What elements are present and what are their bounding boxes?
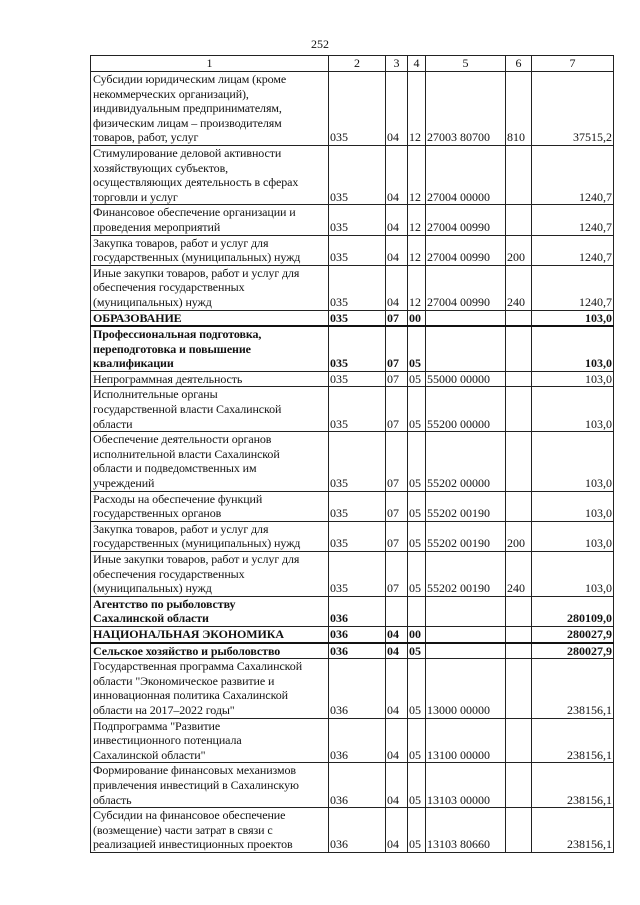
header-cell: 4 (408, 56, 426, 72)
row-target-article: 55202 00190 (426, 491, 506, 521)
header-cell: 5 (426, 56, 506, 72)
row-name-cell: Субсидии юридическим лицам (кроме некоммерческих организаций), индивидуальным предпринимателям, физическим лицам – производителям товаров, работ, услуг (91, 72, 329, 146)
row-name-cell: Стимулирование деловой активности хозяйствующих субъектов, осуществляющих деятельность в сферах торговли и услуг (91, 145, 329, 204)
table-row (91, 371, 614, 387)
row-amount: 103,0 (532, 521, 614, 551)
row-ministry-code: 035 (329, 387, 386, 432)
row-subsection-code: 05 (408, 387, 426, 432)
row-expense-type (506, 371, 532, 387)
row-section-code: 07 (386, 371, 408, 387)
row-subsection-code: 05 (408, 432, 426, 491)
row-subsection-code: 05 (408, 521, 426, 551)
row-target-article: 55200 00000 (426, 387, 506, 432)
row-amount: 1240,7 (532, 235, 614, 265)
row-expense-type: 200 (506, 521, 532, 551)
row-ministry-code: 035 (329, 235, 386, 265)
row-section-code: 07 (386, 521, 408, 551)
row-subsection-code: 00 (408, 310, 426, 326)
row-section-code: 04 (386, 235, 408, 265)
row-amount: 238156,1 (532, 808, 614, 853)
row-section-code: 04 (386, 205, 408, 235)
row-expense-type (506, 491, 532, 521)
row-expense-type (506, 387, 532, 432)
row-target-article (426, 310, 506, 326)
row-subsection-code (408, 596, 426, 626)
table-row (91, 521, 614, 551)
row-section-code: 07 (386, 552, 408, 597)
table-row (91, 326, 614, 371)
row-section-code: 04 (386, 808, 408, 853)
row-section-code: 04 (386, 265, 408, 310)
row-amount: 238156,1 (532, 718, 614, 763)
header-cell: 1 (91, 56, 329, 72)
row-name-cell: Агентство по рыболовству Сахалинской области (91, 596, 329, 626)
row-name-cell: Обеспечение деятельности органов исполнительной власти Сахалинской области и подведомственных им учреждений (91, 432, 329, 491)
row-target-article: 55202 00190 (426, 521, 506, 551)
row-ministry-code: 035 (329, 145, 386, 204)
row-target-article (426, 596, 506, 626)
table-row (91, 718, 614, 763)
row-target-article: 13103 00000 (426, 763, 506, 808)
row-name-cell: Сельское хозяйство и рыболовство (91, 643, 329, 659)
row-expense-type (506, 659, 532, 718)
header-cell: 7 (532, 56, 614, 72)
table-row (91, 491, 614, 521)
row-ministry-code: 035 (329, 371, 386, 387)
page-number: 252 (311, 37, 329, 51)
row-amount: 103,0 (532, 387, 614, 432)
row-name-cell: НАЦИОНАЛЬНАЯ ЭКОНОМИКА (91, 626, 329, 642)
row-ministry-code: 036 (329, 718, 386, 763)
row-ministry-code: 036 (329, 659, 386, 718)
row-expense-type (506, 626, 532, 642)
row-expense-type: 240 (506, 552, 532, 597)
header-row (91, 56, 614, 72)
row-subsection-code: 05 (408, 326, 426, 371)
row-subsection-code: 05 (408, 659, 426, 718)
row-amount: 238156,1 (532, 659, 614, 718)
row-target-article: 13100 00000 (426, 718, 506, 763)
table-row (91, 552, 614, 597)
row-subsection-code: 12 (408, 205, 426, 235)
row-expense-type (506, 432, 532, 491)
row-subsection-code: 05 (408, 718, 426, 763)
row-ministry-code: 035 (329, 72, 386, 146)
row-name-cell: Профессиональная подготовка, переподготовка и повышение квалификации (91, 326, 329, 371)
row-amount: 103,0 (532, 371, 614, 387)
row-amount: 238156,1 (532, 763, 614, 808)
row-name-cell: Государственная программа Сахалинской области "Экономическое развитие и инновационная политика Сахалинской области на 2017–2022 годы" (91, 659, 329, 718)
row-expense-type (506, 145, 532, 204)
row-section-code: 04 (386, 72, 408, 146)
row-expense-type (506, 763, 532, 808)
row-expense-type: 240 (506, 265, 532, 310)
table-row (91, 205, 614, 235)
row-section-code (386, 596, 408, 626)
table-row (91, 432, 614, 491)
row-name-cell: ОБРАЗОВАНИЕ (91, 310, 329, 326)
table-row (91, 763, 614, 808)
row-subsection-code: 00 (408, 626, 426, 642)
row-section-code: 07 (386, 432, 408, 491)
row-section-code: 04 (386, 626, 408, 642)
row-ministry-code: 036 (329, 626, 386, 642)
row-expense-type (506, 643, 532, 659)
row-section-code: 07 (386, 310, 408, 326)
row-section-code: 04 (386, 659, 408, 718)
row-target-article: 13000 00000 (426, 659, 506, 718)
row-name-cell: Финансовое обеспечение организации и проведения мероприятий (91, 205, 329, 235)
row-expense-type: 810 (506, 72, 532, 146)
row-amount: 280027,9 (532, 643, 614, 659)
row-ministry-code: 036 (329, 808, 386, 853)
row-expense-type: 200 (506, 235, 532, 265)
row-ministry-code: 035 (329, 491, 386, 521)
table-body (91, 72, 614, 853)
row-section-code: 04 (386, 145, 408, 204)
row-ministry-code: 035 (329, 521, 386, 551)
row-amount: 103,0 (532, 310, 614, 326)
row-amount: 280027,9 (532, 626, 614, 642)
table-row (91, 596, 614, 626)
row-target-article (426, 626, 506, 642)
row-target-article: 55000 00000 (426, 371, 506, 387)
row-expense-type (506, 718, 532, 763)
table-row (91, 145, 614, 204)
row-name-cell: Непрограммная деятельность (91, 371, 329, 387)
row-subsection-code: 12 (408, 145, 426, 204)
table-row (91, 235, 614, 265)
row-ministry-code: 035 (329, 205, 386, 235)
row-target-article: 27004 00990 (426, 265, 506, 310)
row-ministry-code: 036 (329, 643, 386, 659)
header-cell: 2 (329, 56, 386, 72)
row-amount: 103,0 (532, 491, 614, 521)
row-subsection-code: 05 (408, 552, 426, 597)
row-section-code: 07 (386, 491, 408, 521)
table-row (91, 72, 614, 146)
table-row (91, 808, 614, 853)
row-ministry-code: 035 (329, 265, 386, 310)
row-amount: 1240,7 (532, 205, 614, 235)
table-row (91, 626, 614, 642)
row-ministry-code: 036 (329, 596, 386, 626)
row-name-cell: Иные закупки товаров, работ и услуг для обеспечения государственных (муниципальных) нужд (91, 552, 329, 597)
row-expense-type (506, 310, 532, 326)
row-target-article: 55202 00190 (426, 552, 506, 597)
table-row (91, 659, 614, 718)
row-ministry-code: 036 (329, 763, 386, 808)
row-name-cell: Расходы на обеспечение функций государственных органов (91, 491, 329, 521)
row-section-code: 04 (386, 643, 408, 659)
row-amount: 103,0 (532, 552, 614, 597)
row-ministry-code: 035 (329, 432, 386, 491)
row-subsection-code: 12 (408, 235, 426, 265)
row-expense-type (506, 596, 532, 626)
row-section-code: 07 (386, 387, 408, 432)
row-name-cell: Подпрограмма "Развитие инвестиционного потенциала Сахалинской области" (91, 718, 329, 763)
row-section-code: 04 (386, 718, 408, 763)
row-target-article: 27003 80700 (426, 72, 506, 146)
row-target-article: 27004 00990 (426, 205, 506, 235)
table-row (91, 265, 614, 310)
header-cell: 3 (386, 56, 408, 72)
row-subsection-code: 12 (408, 265, 426, 310)
row-target-article: 55202 00000 (426, 432, 506, 491)
table-row (91, 310, 614, 326)
row-section-code: 04 (386, 763, 408, 808)
row-subsection-code: 05 (408, 643, 426, 659)
table-row (91, 643, 614, 659)
row-ministry-code: 035 (329, 326, 386, 371)
row-subsection-code: 05 (408, 491, 426, 521)
row-ministry-code: 035 (329, 552, 386, 597)
table-row (91, 387, 614, 432)
row-amount: 280109,0 (532, 596, 614, 626)
row-amount: 1240,7 (532, 265, 614, 310)
row-subsection-code: 05 (408, 763, 426, 808)
row-name-cell: Иные закупки товаров, работ и услуг для обеспечения государственных (муниципальных) нужд (91, 265, 329, 310)
row-amount: 103,0 (532, 432, 614, 491)
row-expense-type (506, 326, 532, 371)
row-target-article: 27004 00000 (426, 145, 506, 204)
row-subsection-code: 12 (408, 72, 426, 146)
row-target-article: 13103 80660 (426, 808, 506, 853)
row-subsection-code: 05 (408, 371, 426, 387)
row-ministry-code: 035 (329, 310, 386, 326)
row-name-cell: Исполнительные органы государственной власти Сахалинской области (91, 387, 329, 432)
row-expense-type (506, 205, 532, 235)
row-section-code: 07 (386, 326, 408, 371)
row-subsection-code: 05 (408, 808, 426, 853)
row-target-article (426, 643, 506, 659)
row-amount: 37515,2 (532, 72, 614, 146)
row-name-cell: Закупка товаров, работ и услуг для государственных (муниципальных) нужд (91, 235, 329, 265)
row-name-cell: Формирование финансовых механизмов привлечения инвестиций в Сахалинскую область (91, 763, 329, 808)
row-name-cell: Закупка товаров, работ и услуг для государственных (муниципальных) нужд (91, 521, 329, 551)
row-target-article (426, 326, 506, 371)
row-target-article: 27004 00990 (426, 235, 506, 265)
row-amount: 1240,7 (532, 145, 614, 204)
row-name-cell: Субсидии на финансовое обеспечение (возмещение) части затрат в связи с реализацией инвестиционных проектов (91, 808, 329, 853)
header-cell: 6 (506, 56, 532, 72)
row-amount: 103,0 (532, 326, 614, 371)
row-expense-type (506, 808, 532, 853)
budget-table (90, 55, 614, 853)
